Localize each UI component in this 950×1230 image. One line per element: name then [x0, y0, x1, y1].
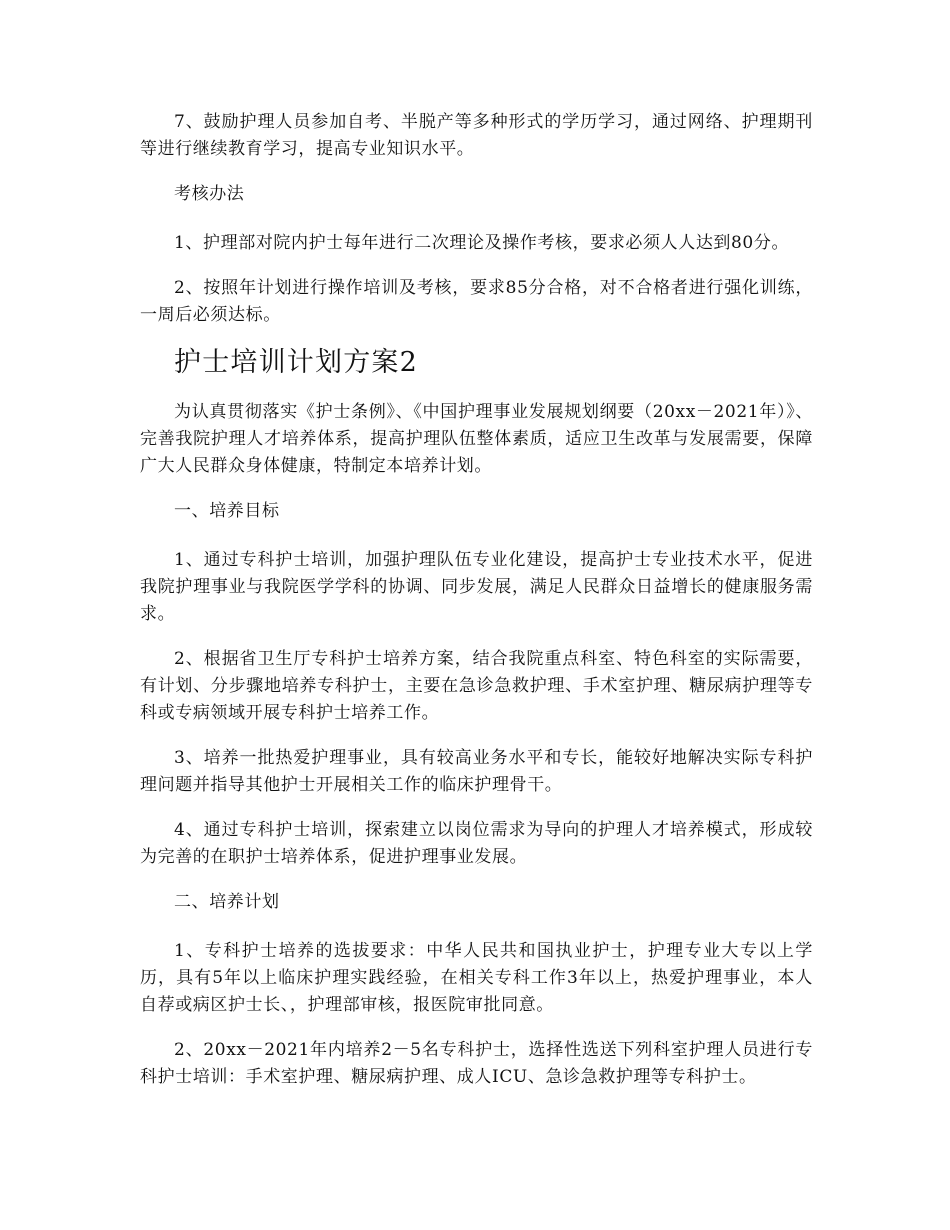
paragraph-assessment-2: 2、按照年计划进行操作培训及考核，要求85分合格，对不合格者进行强化训练，一周后必须达标。 — [140, 278, 813, 325]
paragraph-assessment-1: 1、护理部对院内护士每年进行二次理论及操作考核，要求必须人人达到80分。 — [174, 233, 790, 253]
heading-training-goals: 一、培养目标 — [174, 501, 280, 521]
paragraph-goal-3: 3、培养一批热爱护理事业，具有较高业务水平和专长，能较好地解决实际专科护理问题并指导其他护士开展相关工作的临床护理骨干。 — [140, 748, 813, 795]
paragraph-goal-2: 2、根据省卫生厅专科护士培养方案，结合我院重点科室、特色科室的实际需要，有计划、分步骤地培养专科护士，主要在急诊急救护理、手术室护理、糖尿病护理等专科或专病领域开展专科护士培养工作。 — [140, 649, 813, 723]
paragraph-plan-1: 1、专科护士培养的选拔要求：中华人民共和国执业护士，护理专业大专以上学历，具有5年以上临床护理实践经验，在相关专科工作3年以上，热爱护理事业，本人自荐或病区护士长、，护理部审核，报医院审批同意。 — [140, 941, 813, 1015]
paragraph-item-7-encourage-study: 7、鼓励护理人员参加自考、半脱产等多种形式的学历学习，通过网络、护理期刊等进行继续教育学习，提高专业知识水平。 — [140, 112, 813, 159]
heading-assessment-method: 考核办法 — [174, 184, 245, 204]
paragraph-plan-2: 2、20xx－2021年内培养2－5名专科护士，选择性选送下列科室护理人员进行专科护士培训：手术室护理、糖尿病护理、成人ICU、急诊急救护理等专科护士。 — [140, 1040, 813, 1087]
paragraph-intro: 为认真贯彻落实《护士条例》、《中国护理事业发展规划纲要（20xx－2021年）》、完善我院护理人才培养体系，提高护理队伍整体素质，适应卫生改革与发展需要，保障广大人民群众身体健康，特制定本培养计划。 — [140, 402, 813, 476]
paragraph-goal-1: 1、通过专科护士培训，加强护理队伍专业化建设，提高护士专业技术水平，促进我院护理事业与我院医学学科的协调、同步发展，满足人民群众日益增长的健康服务需求。 — [140, 550, 813, 624]
paragraph-goal-4: 4、通过专科护士培训，探索建立以岗位需求为导向的护理人才培养模式，形成较为完善的在职护士培养体系，促进护理事业发展。 — [140, 820, 813, 867]
section-title: 护士培训计划方案2 — [174, 347, 418, 378]
document-body — [140, 109, 813, 1109]
heading-training-plan: 二、培养计划 — [174, 892, 280, 912]
